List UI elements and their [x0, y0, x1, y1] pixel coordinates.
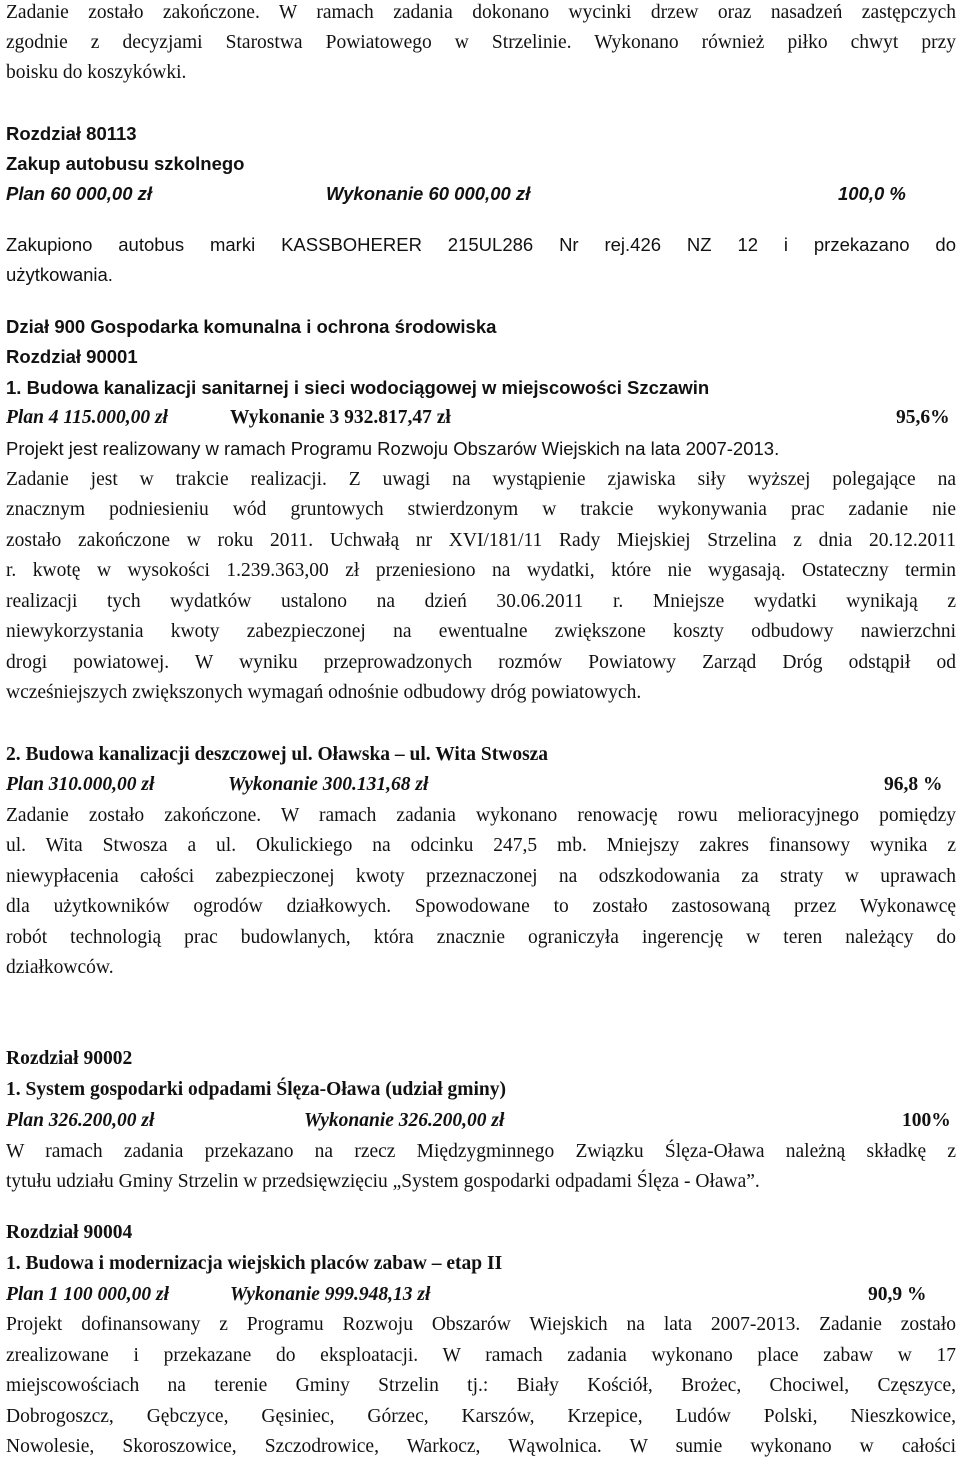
body-text-line: wcześniejszych zwiększonych wymagań odnośnie odbudowy dróg powiatowych. — [6, 682, 642, 703]
execution-percent: 90,9 % — [868, 1284, 927, 1305]
plan-amount: Plan 1 100 000,00 zł — [6, 1284, 170, 1305]
plan-amount: Plan 60 000,00 zł — [6, 183, 153, 204]
task-title: 1. Budowa kanalizacji sanitarnej i sieci wodociągowej w miejscowości Szczawin — [6, 377, 710, 398]
body-text-line: dla użytkowników ogrodów działkowych. Spowodowane to zostało zastosowaną przez Wykonawcę — [6, 896, 956, 917]
body-text-line: W ramach zadania przekazano na rzecz Międzygminnego Związku Ślęza-Oława należną składkę z — [6, 1141, 956, 1162]
plan-amount: Plan 310.000,00 zł — [6, 774, 155, 795]
body-text-line: użytkowania. — [6, 264, 113, 285]
execution-percent: 100,0 % — [838, 183, 906, 204]
body-text-line: niewykorzystania kwoty zabezpieczonej na ewentualne zwiększone koszty odbudowy nawierzchni — [6, 621, 956, 642]
plan-amount: Plan 4 115.000,00 zł — [6, 407, 168, 428]
body-text-line: Zadanie zostało zakończone. W ramach zadania dokonano wycinki drzew oraz nasadzeń zastępczych — [6, 2, 956, 23]
body-text-line: Zadanie jest w trakcie realizacji. Z uwagi na wystąpienie zjawiska siły wyższej polegające na — [6, 469, 956, 490]
execution-amount: Wykonanie 999.948,13 zł — [230, 1284, 431, 1305]
body-text-line: miejscowościach na terenie Gminy Strzelin tj.: Biały Kościół, Brożec, Chociwel, Częszyce, — [6, 1375, 956, 1396]
section-heading: Rozdział 90002 — [6, 1048, 133, 1069]
task-title: Zakup autobusu szkolnego — [6, 153, 245, 174]
execution-percent: 95,6% — [896, 407, 950, 428]
section-heading: Rozdział 80113 — [6, 123, 137, 144]
body-text-line: zrealizowane i przekazane do eksploatacji. W ramach zadania wykonano place zabaw w 17 — [6, 1345, 956, 1366]
body-text-line: niewypłacenia całości zabezpieczonej kwoty przeznaczonej na odszkodowania za straty w uprawach — [6, 866, 956, 887]
body-text-line: znacznym podniesieniu wód gruntowych stwierdzonym w trakcie wykonywania prac zadanie nie — [6, 499, 956, 520]
body-text-line: działkowców. — [6, 957, 114, 978]
task-title: 1. Budowa i modernizacja wiejskich placów zabaw – etap II — [6, 1253, 503, 1274]
body-text-line: tytułu udziału Gminy Strzelin w przedsięwzięciu „System gospodarki odpadami Ślęza - Oława”. — [6, 1171, 760, 1192]
task-title: 2. Budowa kanalizacji deszczowej ul. Oławska – ul. Wita Stwosza — [6, 744, 549, 765]
body-text-line: realizacji tych wydatków ustalono na dzień 30.06.2011 r. Mniejsze wydatki wynikają z — [6, 591, 956, 612]
body-text-line: boisku do koszykówki. — [6, 62, 187, 83]
body-text-line: Dobrogoszcz, Gębczyce, Gęsiniec, Górzec, Karszów, Krzepice, Ludów Polski, Nieszkowice, — [6, 1406, 956, 1427]
body-text-line: ul. Wita Stwosza a ul. Okulickiego na odcinku 247,5 mb. Mniejszy zakres finansowy wynika z — [6, 835, 956, 856]
execution-amount: Wykonanie 300.131,68 zł — [228, 774, 429, 795]
execution-amount: Wykonanie 60 000,00 zł — [326, 183, 531, 204]
body-text-line: drogi powiatowej. W wyniku przeprowadzonych rozmów Powiatowy Zarząd Dróg odstąpił od — [6, 652, 956, 673]
execution-amount: Wykonanie 326.200,00 zł — [304, 1110, 505, 1131]
body-text-line: zgodnie z decyzjami Starostwa Powiatowego w Strzelinie. Wykonano również piłko chwyt przy — [6, 32, 956, 53]
body-text-line: Zadanie zostało zakończone. W ramach zadania wykonano renowację rowu melioracyjnego pomiędzy — [6, 805, 956, 826]
body-text-line: Projekt jest realizowany w ramach Programu Rozwoju Obszarów Wiejskich na lata 2007-2013. — [6, 438, 780, 459]
section-heading: Rozdział 90001 — [6, 346, 138, 367]
section-heading: Rozdział 90004 — [6, 1222, 133, 1243]
body-text-line: Zakupiono autobus marki KASSBOHERER 215UL286 Nr rej.426 NZ 12 i przekazano do — [6, 234, 956, 255]
body-text-line: r. kwotę w wysokości 1.239.363,00 zł przeniesiono na wydatki, które nie wygasają. Ostateczny termin — [6, 560, 956, 581]
body-text-line: Nowolesie, Skoroszowice, Szczodrowice, Warkocz, Wąwolnica. W sumie wykonano w całości — [6, 1436, 956, 1457]
department-heading: Dział 900 Gospodarka komunalna i ochrona środowiska — [6, 316, 497, 337]
task-title: 1. System gospodarki odpadami Ślęza-Oława (udział gminy) — [6, 1079, 507, 1100]
plan-amount: Plan 326.200,00 zł — [6, 1110, 155, 1131]
body-text-line: zostało zakończone w roku 2011. Uchwałą nr XVI/181/11 Rady Miejskiej Strzelina z dnia 20.12.2011 — [6, 530, 956, 551]
execution-percent: 96,8 % — [884, 774, 943, 795]
execution-percent: 100% — [902, 1110, 951, 1131]
body-text-line: Projekt dofinansowany z Programu Rozwoju Obszarów Wiejskich na lata 2007-2013. Zadanie zostało — [6, 1314, 956, 1335]
body-text-line: robót technologią prac budowlanych, która znacznie ograniczyła ingerencję w teren należący do — [6, 927, 956, 948]
execution-amount: Wykonanie 3 932.817,47 zł — [230, 407, 451, 428]
